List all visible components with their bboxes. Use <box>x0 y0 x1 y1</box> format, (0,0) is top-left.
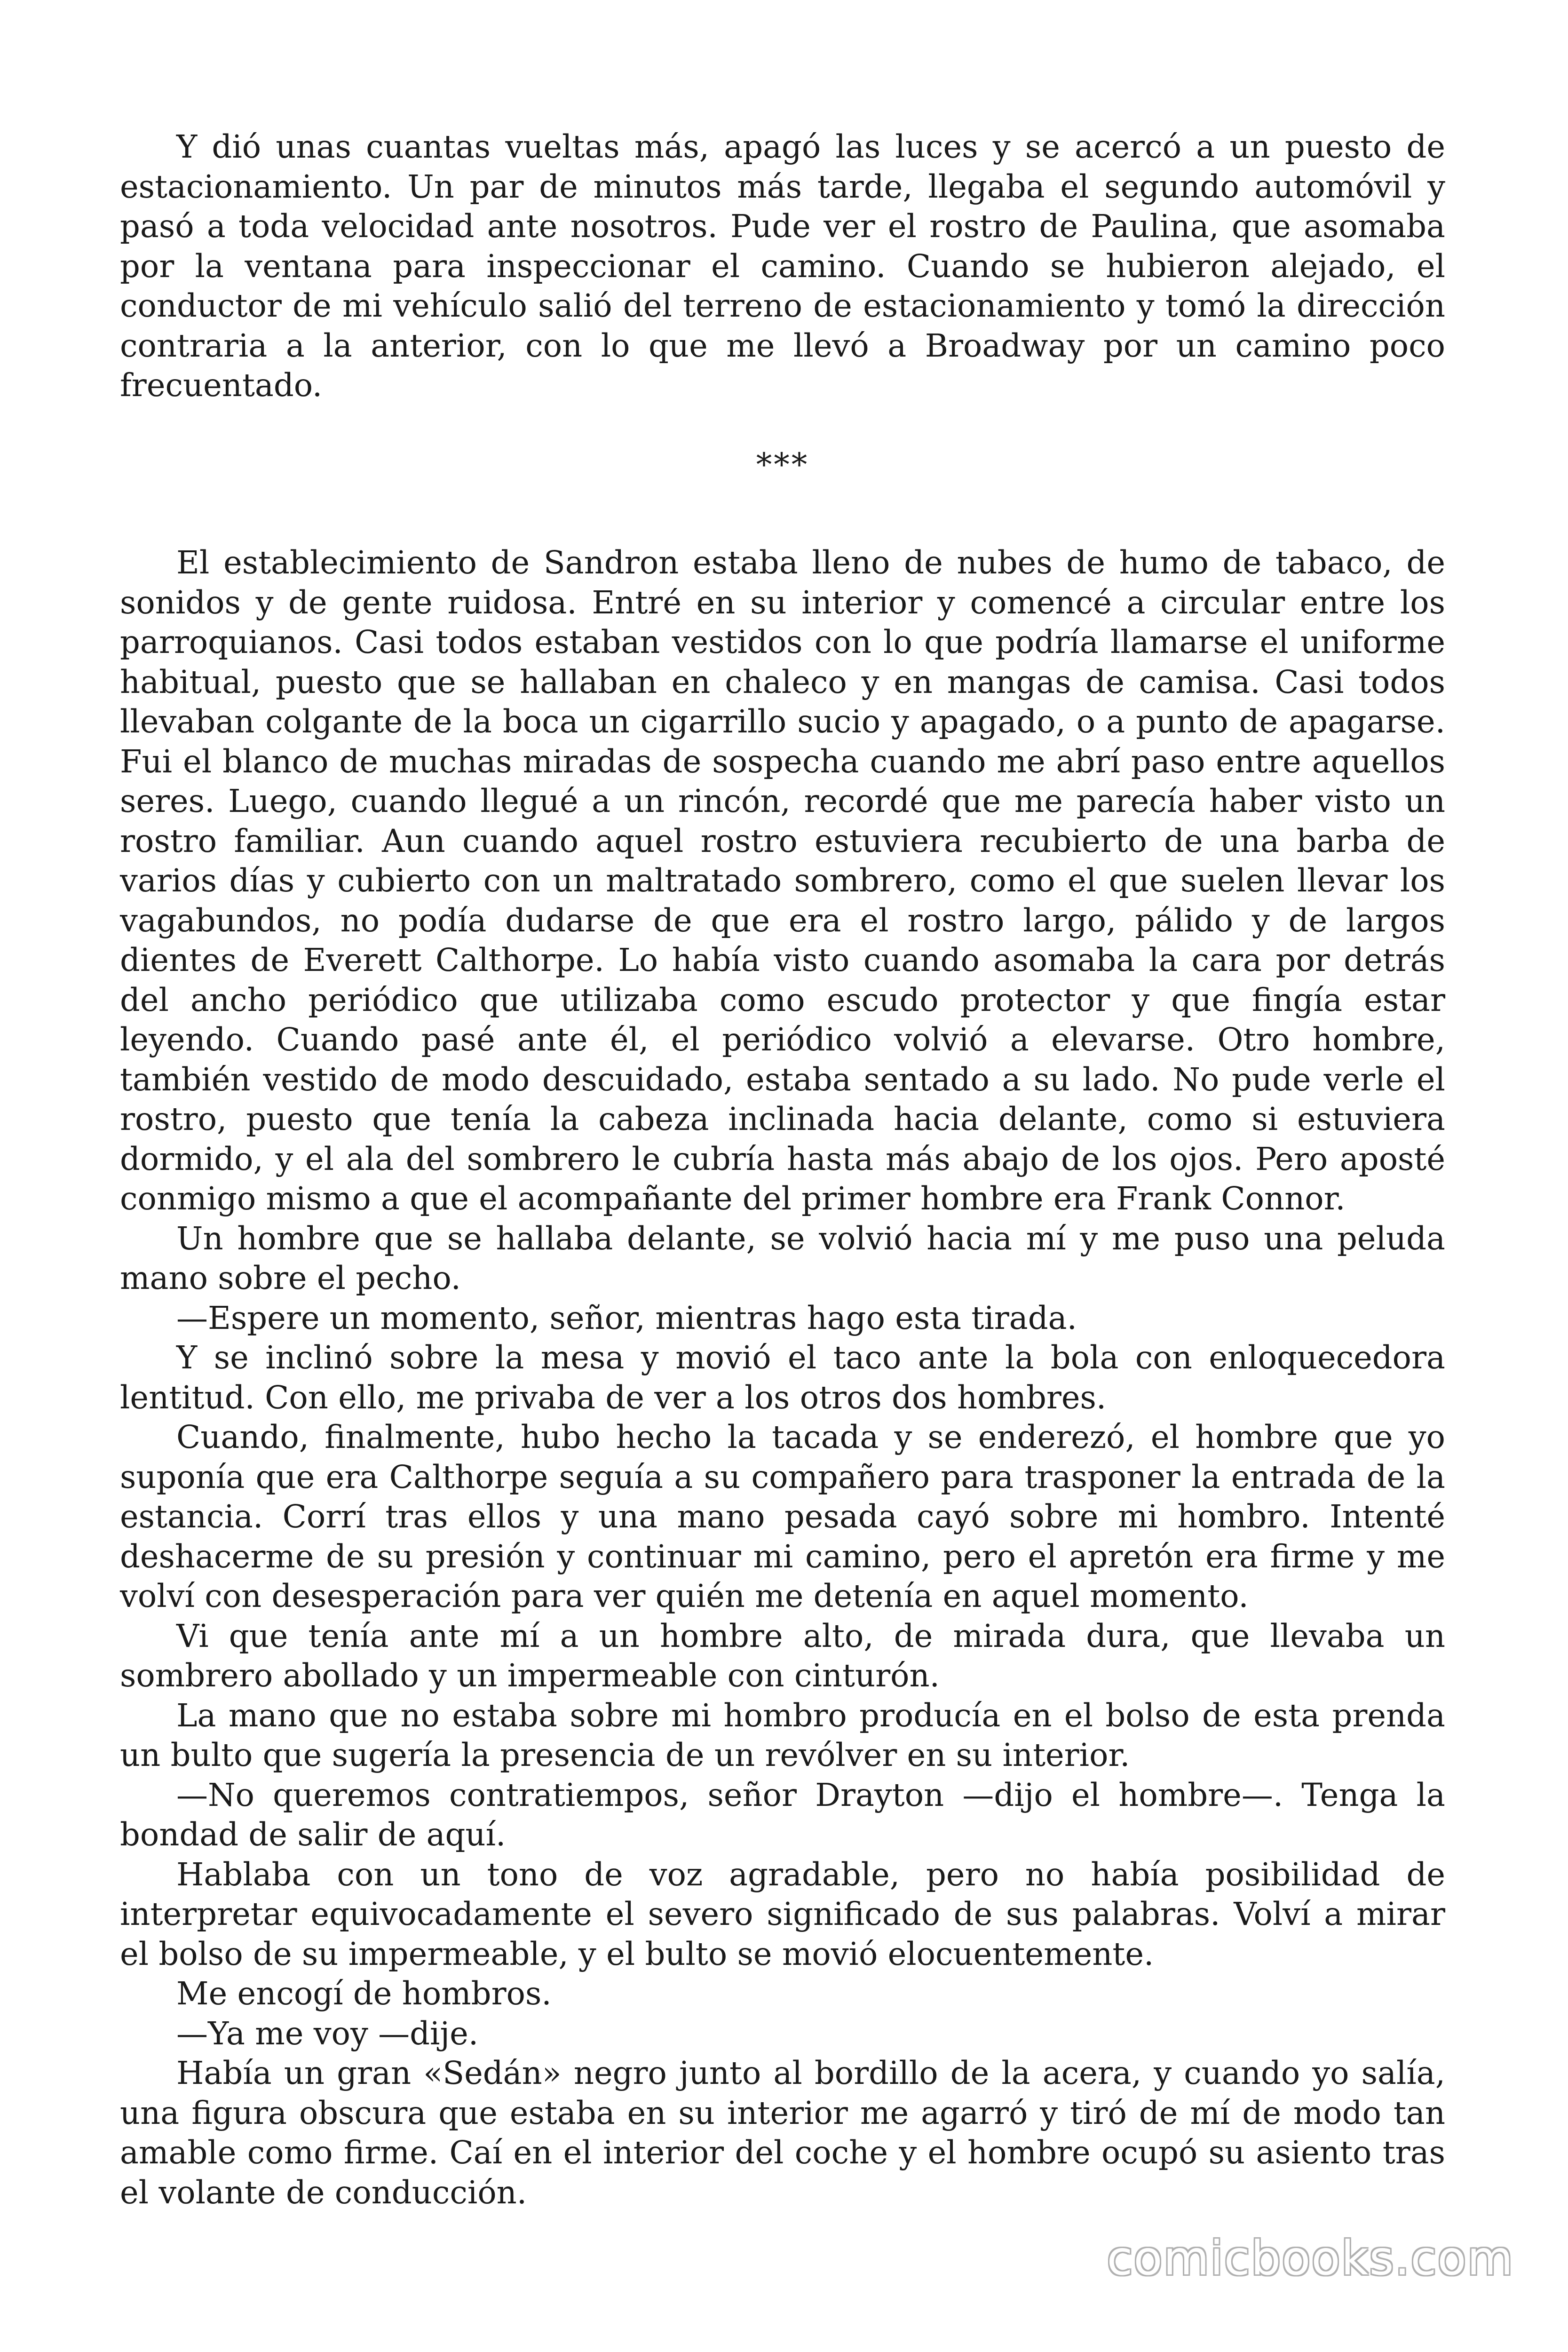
paragraph: Hablaba con un tono de voz agradable, pero no había posibilidad de interpretar equivocadamente el severo significado de sus palabras. Volví a mirar el bolso de su impermeable, y el bulto se movió elocuentemente. <box>120 1856 1445 1972</box>
paragraph: Vi que tenía ante mí a un hombre alto, de mirada dura, que llevaba un sombrero abollado y un impermeable con cinturón. <box>120 1617 1445 1694</box>
paragraph: El establecimiento de Sandron estaba lleno de nubes de humo de tabaco, de sonidos y de gente ruidosa. Entré en su interior y comencé a circular entre los parroquianos. Casi todos estaban vestidos con lo que podría llamarse el uniforme habitual, puesto que se hallaban en chaleco y en mangas de camisa. Casi todos llevaban colgante de la boca un cigarrillo sucio y apagado, o a punto de apagarse. Fui el blanco de muchas miradas de sospecha cuando me abrí paso entre aquellos seres. Luego, cuando llegué a un rincón, recordé que me parecía haber visto un rostro familiar. Aun cuando aquel rostro estuviera recubierto de una barba de varios días y cubierto con un maltratado sombrero, como el que suelen llevar los vagabundos, no podía dudarse de que era el rostro largo, pálido y de largos dientes de Everett Calthorpe. Lo había visto cuando asomaba la cara por detrás del ancho periódico que utilizaba como escudo protector y que fingía estar leyendo. Cuando pasé ante él, el periódico volvió a elevarse. Otro hombre, también vestido de modo descuidado, estaba sentado a su lado. No pude verle el rostro, puesto que tenía la cabeza inclinada hacia delante, como si estuviera dormido, y el ala del sombrero le cubría hasta más abajo de los ojos. Pero aposté conmigo mismo a que el acompañante del primer hombre era Frank Connor. <box>120 544 1445 1217</box>
paragraph: —Ya me voy —dije. <box>176 2015 479 2052</box>
paragraph: Y dió unas cuantas vueltas más, apagó las luces y se acercó a un puesto de estacionamiento. Un par de minutos más tarde, llegaba el segundo automóvil y pasó a toda velocidad ante nosotros. Pude ver el rostro de Paulina, que asomaba por la ventana para inspeccionar el camino. Cuando se hubieron alejado, el conductor de mi vehículo salió del terreno de estacionamiento y tomó la dirección contraria a la anterior, con lo que me llevó a Broadway por un camino poco frecuentado. <box>120 128 1445 404</box>
watermark: comicbooks.com <box>1107 2231 1514 2286</box>
section-separator: *** <box>756 446 809 483</box>
book-page <box>120 127 1445 2212</box>
paragraph: Me encogí de hombros. <box>176 1975 552 2012</box>
paragraph: Un hombre que se hallaba delante, se volvió hacia mí y me puso una peluda mano sobre el pecho. <box>120 1220 1445 1296</box>
paragraph: La mano que no estaba sobre mi hombro producía en el bolso de esta prenda un bulto que sugería la presencia de un revólver en su interior. <box>120 1697 1445 1773</box>
paragraph: Había un gran «Sedán» negro junto al bordillo de la acera, y cuando yo salía, una figura obscura que estaba en su interior me agarró y tiró de mí de modo tan amable como firme. Caí en el interior del coche y el hombre ocupó su asiento tras el volante de conducción. <box>120 2055 1445 2211</box>
paragraph: —No queremos contratiempos, señor Drayton —dijo el hombre—. Tenga la bondad de salir de aquí. <box>120 1776 1445 1853</box>
paragraph: —Espere un momento, señor, mientras hago esta tirada. <box>176 1299 1077 1336</box>
paragraph: Y se inclinó sobre la mesa y movió el taco ante la bola con enloquecedora lentitud. Con ello, me privaba de ver a los otros dos hombres. <box>120 1339 1445 1416</box>
paragraph: Cuando, finalmente, hubo hecho la tacada y se enderezó, el hombre que yo suponía que era Calthorpe seguía a su compañero para trasponer la entrada de la estancia. Corrí tras ellos y una mano pesada cayó sobre mi hombro. Intenté deshacerme de su presión y continuar mi camino, pero el apretón era firme y me volví con desesperación para ver quién me detenía en aquel momento. <box>120 1419 1445 1614</box>
